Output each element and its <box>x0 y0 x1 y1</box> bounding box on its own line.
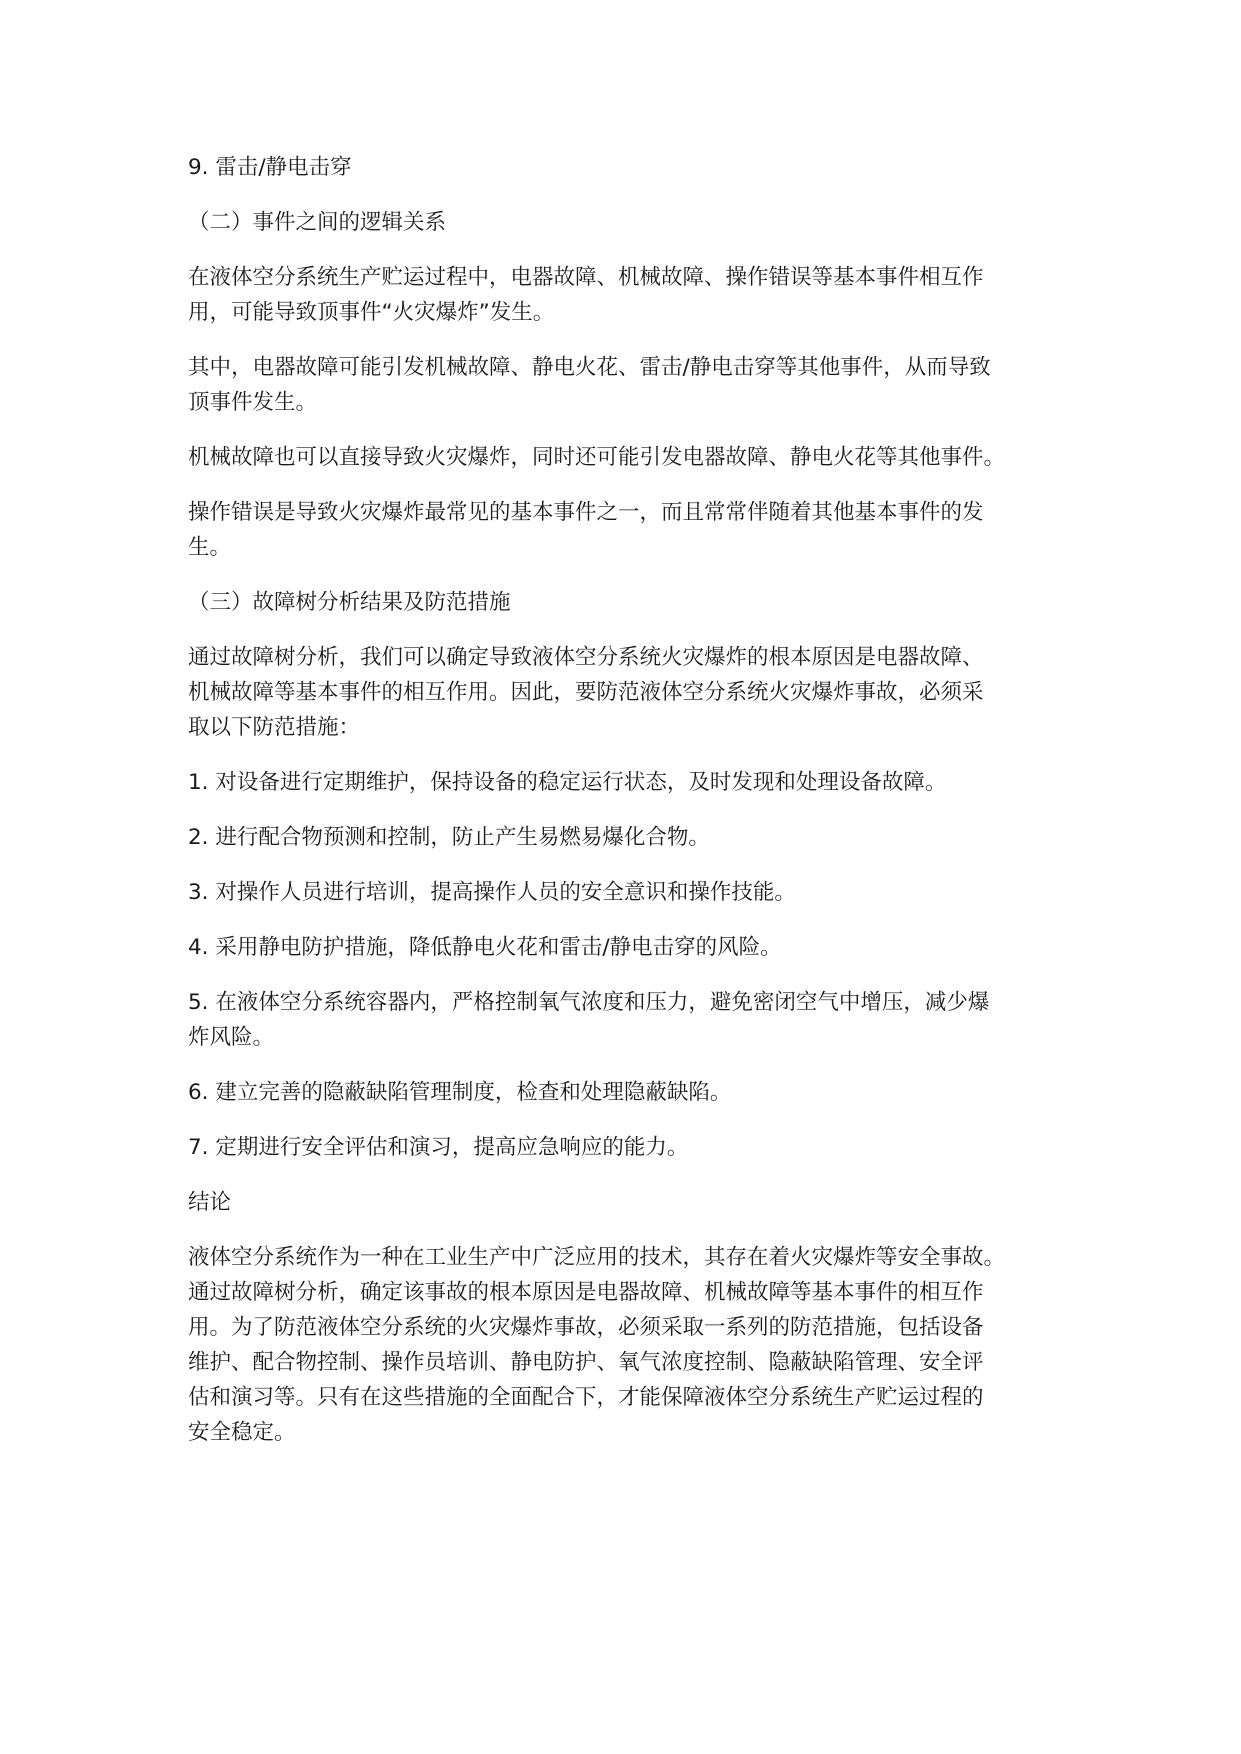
paragraph <box>188 440 1068 475</box>
text-line: 其中，电器故障可能引发机械故障、静电火花、雷击/静电击穿等其他事件，从而导致 <box>188 355 991 380</box>
text-line: 4. 采用静电防护措施，降低静电火花和雷击/静电击穿的风险。 <box>188 935 782 960</box>
text-line: 机械故障也可以直接导致火灾爆炸，同时还可能引发电器故障、静电火花等其他事件。 <box>188 445 1006 470</box>
text-line: 用，可能导致顶事件“火灾爆炸”发生。 <box>188 300 555 325</box>
text-line: 机械故障等基本事件的相互作用。因此，要防范液体空分系统火灾爆炸事故，必须采 <box>188 680 984 705</box>
paragraph <box>188 1075 1068 1110</box>
text-line: 3. 对操作人员进行培训，提高操作人员的安全意识和操作技能。 <box>188 880 796 905</box>
paragraph <box>188 930 1068 965</box>
text-line: 通过故障树分析，我们可以确定导致液体空分系统火灾爆炸的根本原因是电器故障、 <box>188 645 984 670</box>
text-line: 1. 对设备进行定期维护，保持设备的稳定运行状态，及时发现和处理设备故障。 <box>188 770 947 795</box>
text-line: 维护、配合物控制、操作员培训、静电防护、氧气浓度控制、隐蔽缺陷管理、安全评 <box>188 1350 984 1375</box>
text-line: 操作错误是导致火灾爆炸最常见的基本事件之一，而且常常伴随着其他基本事件的发 <box>188 500 984 525</box>
paragraph <box>188 765 1068 800</box>
text-line: 9. 雷击/静电击穿 <box>188 155 352 180</box>
text-line: 用。为了防范液体空分系统的火灾爆炸事故，必须采取一系列的防范措施，包括设备 <box>188 1315 984 1340</box>
paragraph <box>188 1130 1068 1165</box>
text-line: （三）故障树分析结果及防范措施 <box>188 590 511 615</box>
text-line: 7. 定期进行安全评估和演习，提高应急响应的能力。 <box>188 1135 689 1160</box>
text-line: 5. 在液体空分系统容器内，严格控制氧气浓度和压力，避免密闭空气中增压，减少爆 <box>188 990 990 1015</box>
text-line: 6. 建立完善的隐蔽缺陷管理制度，检查和处理隐蔽缺陷。 <box>188 1080 732 1105</box>
text-line: 取以下防范措施： <box>188 715 361 740</box>
paragraph <box>188 150 1068 185</box>
paragraph <box>188 260 1068 330</box>
paragraph <box>188 985 1068 1055</box>
paragraph <box>188 1185 1068 1220</box>
paragraph <box>188 495 1068 565</box>
paragraph <box>188 640 1068 745</box>
text-line: 结论 <box>188 1190 232 1215</box>
paragraph <box>188 585 1068 620</box>
paragraph <box>188 1240 1068 1450</box>
text-line: 顶事件发生。 <box>188 390 318 415</box>
text-line: 液体空分系统作为一种在工业生产中广泛应用的技术，其存在着火灾爆炸等安全事故。 <box>188 1245 1006 1270</box>
paragraph <box>188 350 1068 420</box>
paragraph <box>188 205 1068 240</box>
document-body <box>188 150 1068 1470</box>
text-line: 生。 <box>188 535 232 560</box>
text-line: （二）事件之间的逻辑关系 <box>188 210 447 235</box>
text-line: 2. 进行配合物预测和控制，防止产生易燃易爆化合物。 <box>188 825 710 850</box>
paragraph <box>188 820 1068 855</box>
text-line: 估和演习等。只有在这些措施的全面配合下，才能保障液体空分系统生产贮运过程的 <box>188 1385 984 1410</box>
text-line: 炸风险。 <box>188 1025 275 1050</box>
text-line: 安全稳定。 <box>188 1420 296 1445</box>
paragraph <box>188 875 1068 910</box>
text-line: 在液体空分系统生产贮运过程中，电器故障、机械故障、操作错误等基本事件相互作 <box>188 265 984 290</box>
text-line: 通过故障树分析，确定该事故的根本原因是电器故障、机械故障等基本事件的相互作 <box>188 1280 984 1305</box>
